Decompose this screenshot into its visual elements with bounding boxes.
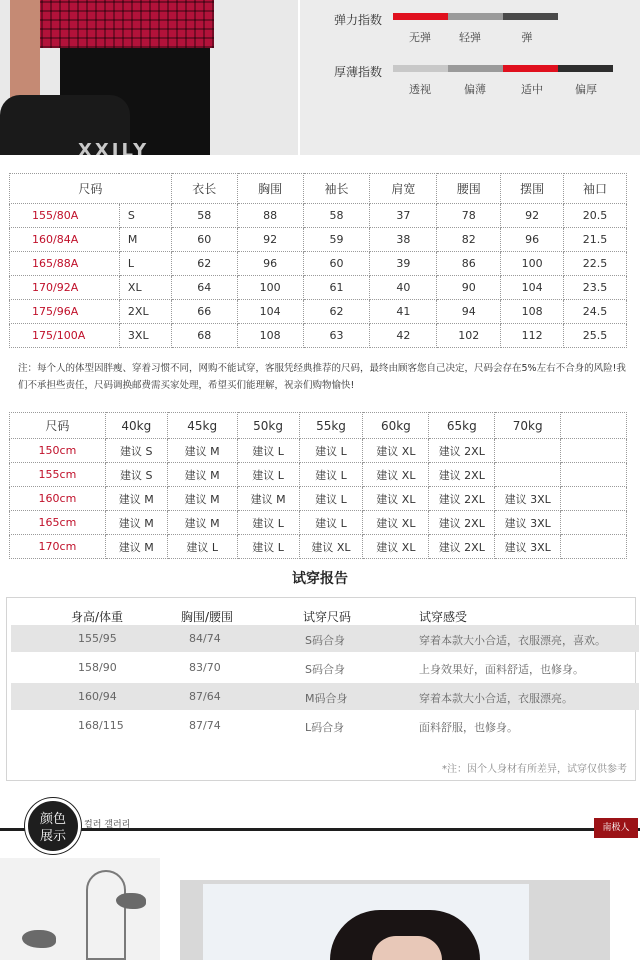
elasticity-bar-3 [503, 13, 558, 20]
weight-header-cell: 65kg [429, 413, 495, 439]
size-value-cell: 40 [370, 276, 437, 300]
size-letter-cell: 2XL [119, 300, 171, 324]
size-value-cell: 62 [171, 252, 237, 276]
suggest-cell: 建议 L [237, 511, 299, 535]
suggest-cell [495, 439, 561, 463]
thickness-bar-3 [503, 65, 558, 72]
bird-cage-decoration [0, 858, 160, 960]
report-row [11, 683, 639, 710]
suggest-cell: 建议 2XL [429, 439, 495, 463]
report-cell: L码合身 [305, 721, 345, 734]
size-cn-cell: 155/80A [10, 204, 120, 228]
size-cn-cell: 160/84A [10, 228, 120, 252]
suggest-cell: 建议 3XL [495, 511, 561, 535]
fabric-index-panel [300, 0, 640, 155]
report-row [11, 625, 639, 652]
height-cell: 165cm [10, 511, 106, 535]
weight-row [10, 463, 627, 487]
size-cn-cell: 175/96A [10, 300, 120, 324]
size-value-cell: 58 [303, 204, 370, 228]
suggest-cell: 建议 XL [363, 535, 429, 559]
size-header-cell: 摆围 [501, 174, 564, 204]
suggest-cell: 建议 L [299, 463, 363, 487]
thickness-level-4: 偏厚 [575, 83, 597, 96]
size-cn-cell: 175/100A [10, 324, 120, 348]
report-title: 试穿报告 [292, 571, 348, 587]
size-value-cell: 60 [171, 228, 237, 252]
suggest-cell: 建议 L [299, 511, 363, 535]
size-value-cell: 39 [370, 252, 437, 276]
size-value-cell: 108 [237, 324, 303, 348]
report-header-cell: 试穿尺码 [303, 610, 352, 624]
weight-header-cell: 70kg [495, 413, 561, 439]
weight-row [10, 511, 627, 535]
report-cell: 面料舒服，也修身。 [419, 721, 518, 734]
suggest-cell: 建议 XL [363, 487, 429, 511]
report-cell: 87/64 [189, 690, 221, 703]
weight-recommendation-table [9, 412, 627, 559]
suggest-cell [561, 487, 627, 511]
size-row [10, 204, 627, 228]
model-face [372, 936, 442, 960]
suggest-cell: 建议 3XL [495, 535, 561, 559]
height-cell: 170cm [10, 535, 106, 559]
thickness-bar-1 [393, 65, 448, 72]
suggest-cell: 建议 M [105, 487, 167, 511]
weight-header-cell: 55kg [299, 413, 363, 439]
report-header-cell: 试穿感受 [419, 610, 468, 624]
size-value-cell: 92 [501, 204, 564, 228]
size-value-cell: 104 [501, 276, 564, 300]
color-display-badge [25, 798, 81, 854]
suggest-cell [561, 439, 627, 463]
suggest-cell: 建议 3XL [495, 487, 561, 511]
size-disclaimer-note: 注：每个人的体型因胖瘦、穿着习惯不同，网购不能试穿，客服凭经典推荐的尺码，最终由顾客您自己决定，尺码会存在5%左右不合身的风险!我们不承担些责任，尺码调换邮费需买家处理，希望买们能理解，祝亲们购物愉快! [18, 363, 626, 391]
report-cell: 87/74 [189, 719, 221, 732]
size-value-cell: 58 [171, 204, 237, 228]
thickness-label: 厚薄指数 [334, 65, 383, 79]
report-header-row [11, 601, 639, 628]
elasticity-level-3: 弹 [521, 31, 533, 44]
suggest-cell: 建议 XL [363, 439, 429, 463]
height-cell: 160cm [10, 487, 106, 511]
report-cell: 84/74 [189, 632, 221, 645]
report-cell: 158/90 [78, 661, 117, 674]
size-value-cell: 112 [501, 324, 564, 348]
photo-text: XXILY [78, 140, 150, 155]
thickness-level-2: 偏薄 [464, 83, 486, 96]
size-row [10, 228, 627, 252]
size-letter-cell: M [119, 228, 171, 252]
size-value-cell: 37 [370, 204, 437, 228]
size-header-cell: 腰围 [437, 174, 501, 204]
size-value-cell: 23.5 [564, 276, 627, 300]
report-footnote: *注：因个人身材有所差异，试穿仅供参考 [442, 764, 627, 775]
report-row [11, 654, 639, 681]
size-value-cell: 41 [370, 300, 437, 324]
size-value-cell: 96 [237, 252, 303, 276]
size-header-cell: 肩宽 [370, 174, 437, 204]
size-value-cell: 90 [437, 276, 501, 300]
weight-header-cell [561, 413, 627, 439]
weight-header-cell: 50kg [237, 413, 299, 439]
size-row [10, 300, 627, 324]
suggest-cell: 建议 M [105, 535, 167, 559]
thickness-bar-2 [448, 65, 503, 72]
try-on-report [6, 597, 636, 781]
size-letter-cell: L [119, 252, 171, 276]
suggest-cell: 建议 L [167, 535, 237, 559]
size-value-cell: 78 [437, 204, 501, 228]
suggest-cell: 建议 M [237, 487, 299, 511]
badge-line-1: 颜色 [39, 812, 66, 827]
weight-header-cell: 60kg [363, 413, 429, 439]
product-photo-top [0, 0, 298, 155]
size-header-cell: 衣长 [171, 174, 237, 204]
suggest-cell: 建议 M [167, 463, 237, 487]
suggest-cell: 建议 L [299, 487, 363, 511]
size-value-cell: 92 [237, 228, 303, 252]
size-value-cell: 82 [437, 228, 501, 252]
weight-header-cell: 尺码 [10, 413, 106, 439]
size-header-cell: 尺码 [10, 174, 172, 204]
size-value-cell: 21.5 [564, 228, 627, 252]
size-header-cell: 胸围 [237, 174, 303, 204]
size-value-cell: 62 [303, 300, 370, 324]
weight-row [10, 487, 627, 511]
suggest-cell: 建议 2XL [429, 487, 495, 511]
top-section [0, 0, 640, 160]
size-value-cell: 59 [303, 228, 370, 252]
weight-row [10, 439, 627, 463]
report-cell: 160/94 [78, 690, 117, 703]
photo-shirt [14, 0, 214, 48]
size-value-cell: 94 [437, 300, 501, 324]
size-value-cell: 63 [303, 324, 370, 348]
suggest-cell: 建议 M [167, 511, 237, 535]
size-row [10, 252, 627, 276]
size-cn-cell: 165/88A [10, 252, 120, 276]
suggest-cell: 建议 2XL [429, 463, 495, 487]
suggest-cell: 建议 XL [363, 463, 429, 487]
report-cell: 穿着本款大小合适，衣服漂亮。 [419, 692, 573, 705]
suggest-cell: 建议 L [237, 535, 299, 559]
size-value-cell: 60 [303, 252, 370, 276]
bird-icon [116, 893, 146, 909]
size-value-cell: 38 [370, 228, 437, 252]
size-value-cell: 108 [501, 300, 564, 324]
size-letter-cell: 3XL [119, 324, 171, 348]
suggest-cell [561, 511, 627, 535]
size-value-cell: 100 [501, 252, 564, 276]
size-value-cell: 100 [237, 276, 303, 300]
thickness-level-1: 透视 [409, 83, 431, 96]
suggest-cell: 建议 L [237, 463, 299, 487]
size-value-cell: 86 [437, 252, 501, 276]
weight-row [10, 535, 627, 559]
report-cell: S码合身 [305, 663, 345, 676]
suggest-cell [561, 463, 627, 487]
elasticity-bar-2 [448, 13, 503, 20]
suggest-cell: 建议 2XL [429, 511, 495, 535]
weight-header-cell: 45kg [167, 413, 237, 439]
size-value-cell: 61 [303, 276, 370, 300]
size-row [10, 324, 627, 348]
elasticity-level-2: 轻弹 [459, 31, 481, 44]
report-cell: M码合身 [305, 692, 348, 705]
report-cell: S码合身 [305, 634, 345, 647]
thickness-level-3: 适中 [521, 83, 543, 96]
report-cell: 上身效果好，面料舒适，也修身。 [419, 663, 584, 676]
report-header-cell: 身高/体重 [71, 610, 124, 624]
suggest-cell: 建议 M [167, 439, 237, 463]
brand-logo: 南极人 [594, 818, 638, 838]
badge-line-2: 展示 [39, 829, 66, 844]
elasticity-bar-1 [393, 13, 448, 20]
thickness-bar-4 [558, 65, 613, 72]
size-header-row [10, 174, 627, 204]
elasticity-label: 弹力指数 [334, 13, 383, 27]
weight-header-cell: 40kg [105, 413, 167, 439]
report-cell: 168/115 [78, 719, 124, 732]
size-cn-cell: 170/92A [10, 276, 120, 300]
size-value-cell: 64 [171, 276, 237, 300]
size-value-cell: 102 [437, 324, 501, 348]
size-value-cell: 66 [171, 300, 237, 324]
size-value-cell: 22.5 [564, 252, 627, 276]
suggest-cell [495, 463, 561, 487]
size-value-cell: 42 [370, 324, 437, 348]
size-chart-table [9, 173, 627, 348]
size-header-cell: 袖长 [303, 174, 370, 204]
suggest-cell: 建议 2XL [429, 535, 495, 559]
bird-icon [22, 930, 56, 948]
suggest-cell: 建议 S [105, 463, 167, 487]
size-letter-cell: XL [119, 276, 171, 300]
size-letter-cell: S [119, 204, 171, 228]
weight-header-row [10, 413, 627, 439]
report-cell: 穿着本款大小合适，衣服漂亮，喜欢。 [419, 634, 606, 647]
suggest-cell: 建议 XL [299, 535, 363, 559]
elasticity-level-1: 无弹 [409, 31, 431, 44]
cage-icon [86, 870, 126, 960]
size-value-cell: 25.5 [564, 324, 627, 348]
report-cell: 155/95 [78, 632, 117, 645]
suggest-cell: 建议 S [105, 439, 167, 463]
size-row [10, 276, 627, 300]
report-row [11, 712, 639, 739]
suggest-cell [561, 535, 627, 559]
suggest-cell: 建议 L [237, 439, 299, 463]
height-cell: 155cm [10, 463, 106, 487]
height-cell: 150cm [10, 439, 106, 463]
suggest-cell: 建议 XL [363, 511, 429, 535]
suggest-cell: 建议 M [105, 511, 167, 535]
size-value-cell: 104 [237, 300, 303, 324]
size-value-cell: 96 [501, 228, 564, 252]
suggest-cell: 建议 M [167, 487, 237, 511]
size-value-cell: 88 [237, 204, 303, 228]
size-value-cell: 24.5 [564, 300, 627, 324]
size-value-cell: 20.5 [564, 204, 627, 228]
report-cell: 83/70 [189, 661, 221, 674]
korean-subtitle: 컬러 갤러리 [84, 820, 131, 830]
report-header-cell: 胸围/腰围 [181, 610, 234, 624]
size-value-cell: 68 [171, 324, 237, 348]
size-header-cell: 袖口 [564, 174, 627, 204]
suggest-cell: 建议 L [299, 439, 363, 463]
